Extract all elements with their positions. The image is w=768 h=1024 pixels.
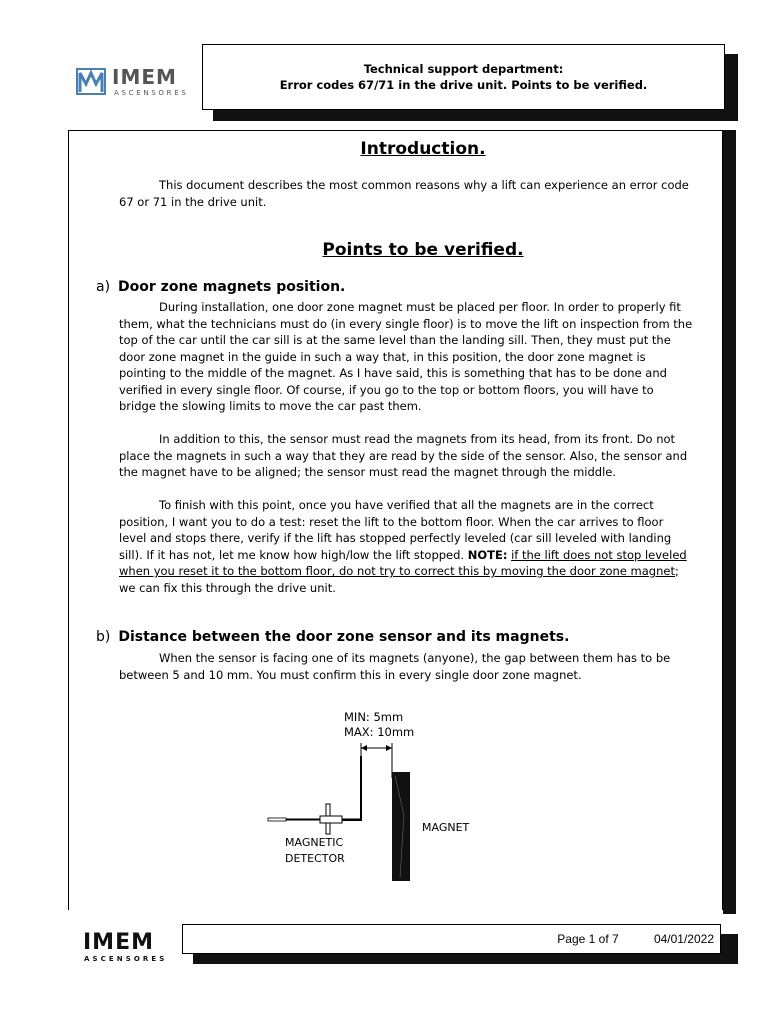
section-a-paragraph-1: During installation, one door zone magnet must be placed per floor. In order to properly fit them, what the technicians must do (in every single floor) is to move the lift on inspection from the top of the car until the car sill is at the same level than the landing sill. Then, they must put the door zone magnet in the guide in such a way that, in this position, the door zone magnet is pointing to the middle of the magnet. As I have said, this is something that has to be done and verified in every single floor. Of course, if you go to the top or bottom floors, you will have to bridge the slowing limits to move the car past them. <box>119 300 693 413</box>
header-department: Technical support department: <box>363 62 564 76</box>
footer-tagline: ASCENSORES <box>84 955 168 963</box>
page-number: Page 1 of 7 <box>557 932 619 946</box>
document-date: 04/01/2022 <box>653 932 714 946</box>
logo-brand-name: IMEM <box>112 65 177 89</box>
section-a-heading <box>96 279 345 295</box>
section-b-heading <box>96 629 569 645</box>
diagram-max-label: MAX: 10mm <box>344 725 415 739</box>
header-subject: Error codes 67/71 in the drive unit. Points to be verified. <box>279 78 648 92</box>
sensor-bracket <box>340 756 361 820</box>
diagram-magnet-label: MAGNET <box>422 821 470 834</box>
section-a-paragraph-2: In addition to this, the sensor must read the magnets from its head, from its front. Do not place the magnets in such a way that they are read by the side of the sensor. Also, the sensor and the magnet have to be aligned; the sensor must read the magnet through the middle. <box>119 432 688 479</box>
magnetic-detector <box>268 804 360 834</box>
points-heading: Points to be verified. <box>322 240 524 260</box>
section-a-title: Door zone magnets position. <box>118 279 346 295</box>
imem-logo-icon <box>76 66 106 96</box>
diagram-detector-label-2: DETECTOR <box>285 852 345 865</box>
note-label: NOTE: <box>467 547 508 562</box>
footer-logo <box>83 930 175 969</box>
header-box <box>202 44 725 110</box>
section-b-title: Distance between the door zone sensor and its magnets. <box>118 629 570 645</box>
footer-brand-name: IMEM <box>83 930 154 955</box>
footer-box <box>182 924 721 954</box>
section-a-label: a) <box>96 279 111 295</box>
diagram-min-label: MIN: 5mm <box>344 710 404 724</box>
section-b-paragraph: When the sensor is facing one of its magnets (anyone), the gap between them has to be between 5 and 10 mm. You must confirm this in every single door zone magnet. <box>119 651 671 682</box>
header-logo <box>76 66 194 102</box>
section-a-paragraph-3: To finish with this point, once you have verified that all the magnets are in the correct position, I want you to do a test: reset the lift to the bottom floor. When the car arrives to floor level and stops there, verify if the lift has stopped perfectly leveled (car sill leveled with landing sill). If it has not, let me know how high/low the lift stopped. NOTE: if the lift does not stop leveled when you reset it to the bottom floor, do not try to correct this by moving the door zone magnet; we can fix this through the drive unit. <box>119 498 687 595</box>
note-underlined-text: if the lift does not stop leveled when you reset it to the bottom floor, do not try to correct this by moving the door zone magnet <box>119 547 687 578</box>
magnet <box>392 772 410 881</box>
intro-paragraph: This document describes the most common reasons why a lift can experience an error code 67 or 71 in the drive unit. <box>119 178 689 209</box>
diagram-detector-label-1: MAGNETIC <box>285 836 344 849</box>
sensor-gap-diagram <box>262 700 492 890</box>
section-b-label: b) <box>96 629 111 645</box>
intro-heading: Introduction. <box>360 139 486 159</box>
logo-tagline: ASCENSORES <box>114 89 189 97</box>
